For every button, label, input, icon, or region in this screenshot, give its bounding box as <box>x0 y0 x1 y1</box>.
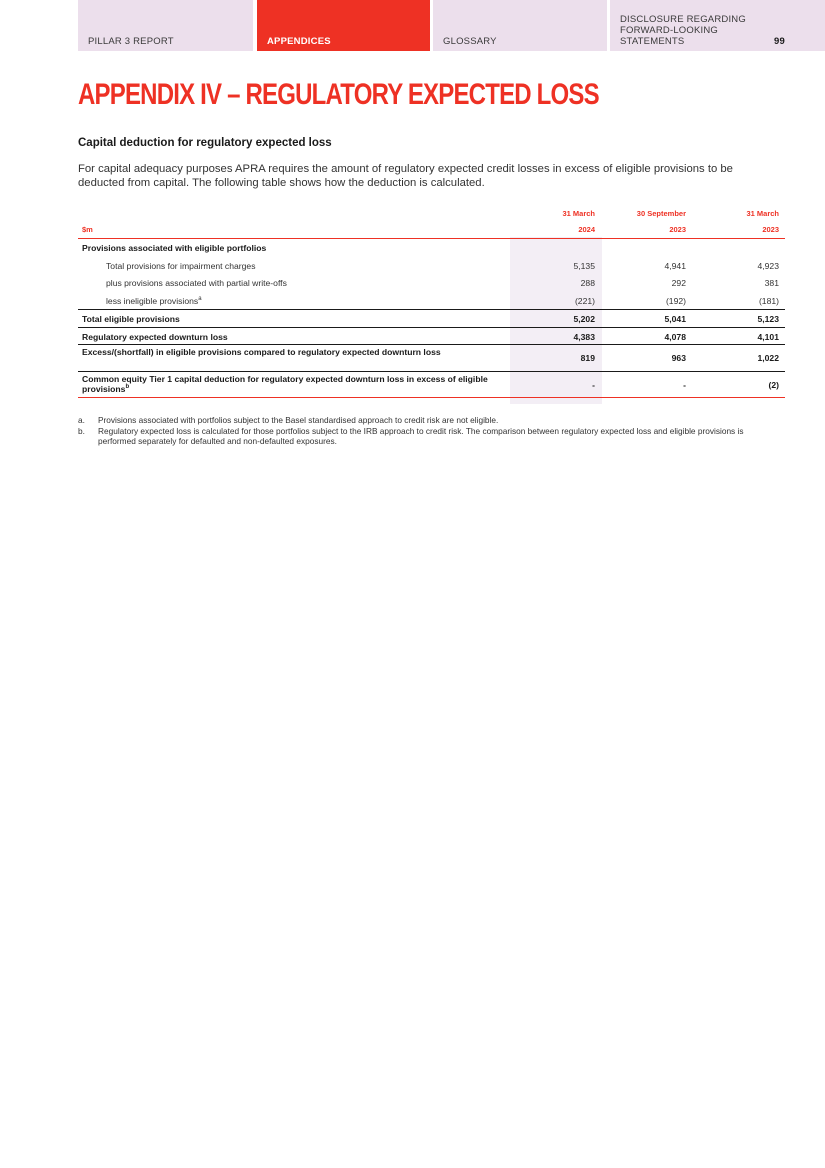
table-row <box>78 257 785 275</box>
row-label: Excess/(shortfall) in eligible provisions compared to regulatory expected downturn loss <box>82 347 441 357</box>
tab-label: DISCLOSURE REGARDING FORWARD-LOOKING STATEMENTS <box>620 14 746 47</box>
tab-glossary[interactable] <box>433 0 607 51</box>
intro-paragraph: For capital adequacy purposes APRA requires the amount of regulatory expected credit losses in excess of eligible provisions to be deducted from capital. The following table shows how the deduction is calculated. <box>78 163 733 189</box>
cell-value: (221) <box>574 295 595 306</box>
cell-value: 4,101 <box>757 331 779 342</box>
row-label <box>82 374 502 394</box>
tab-label: GLOSSARY <box>443 36 497 47</box>
page-title: APPENDIX IV – REGULATORY EXPECTED LOSS <box>78 78 599 111</box>
footnote-marker: a <box>198 295 202 302</box>
row-label: Total eligible provisions <box>82 314 180 324</box>
section-subtitle: Capital deduction for regulatory expected loss <box>78 137 332 149</box>
footnote-marker: b <box>125 384 130 391</box>
row-label <box>106 296 202 306</box>
footnote-text: Regulatory expected loss is calculated for those portfolios subject to the IRB approach to credit risk. The comparison between regulatory expected loss and eligible provisions is performed separately for defaulted and non-defaulted exposures. <box>98 426 744 446</box>
footnote-marker: a. <box>78 415 85 425</box>
table-row <box>78 239 785 257</box>
column-header-1-date: 31 March <box>562 209 595 218</box>
tab-pillar-3-report[interactable] <box>78 0 253 51</box>
cell-value: 4,078 <box>664 331 686 342</box>
tab-label: PILLAR 3 REPORT <box>88 36 174 47</box>
cell-value: 5,123 <box>757 314 779 324</box>
cell-value: (181) <box>758 295 779 306</box>
cell-value: 819 <box>580 353 595 363</box>
tab-forward-looking-statements[interactable] <box>610 0 825 51</box>
column-header-1-year: 2024 <box>578 225 595 234</box>
cell-value: 381 <box>764 278 779 288</box>
table-row <box>78 292 785 310</box>
top-navigation <box>0 0 825 51</box>
footnotes <box>78 415 768 447</box>
table-header <box>78 205 785 239</box>
row-label-text: Common equity Tier 1 capital deduction for regulatory expected downturn loss in excess of eligible provisions <box>82 374 488 394</box>
column-header-2-year: 2023 <box>669 225 686 234</box>
column-header-3-year: 2023 <box>762 225 779 234</box>
cell-value: 4,383 <box>573 331 595 342</box>
row-label: Regulatory expected downturn loss <box>82 331 228 342</box>
table-row <box>78 344 785 371</box>
row-label: Provisions associated with eligible portfolios <box>82 243 267 253</box>
table-row <box>78 327 785 345</box>
unit-label: $m <box>82 225 93 234</box>
table-row <box>78 309 785 327</box>
page-number: 99 <box>774 36 785 47</box>
footnote-marker: b. <box>78 426 85 436</box>
tab-appendices[interactable] <box>257 0 430 51</box>
expected-loss-table <box>78 205 785 398</box>
cell-value: 5,202 <box>573 314 595 324</box>
cell-value: 5,041 <box>664 314 686 324</box>
cell-value: (192) <box>665 295 686 306</box>
row-label-text: less ineligible provisions <box>106 295 199 306</box>
cell-value: (2) <box>768 380 779 390</box>
cell-value: 1,022 <box>757 353 779 363</box>
cell-value: - <box>683 380 686 390</box>
cell-value: 292 <box>671 278 686 288</box>
cell-value: 5,135 <box>573 260 595 271</box>
cell-value: 4,923 <box>757 260 779 271</box>
cell-value: 4,941 <box>664 260 686 271</box>
footnote-text: Provisions associated with portfolios subject to the Basel standardised approach to credit risk are not eligible. <box>98 415 499 425</box>
table-row <box>78 371 785 398</box>
cell-value: 288 <box>580 278 595 288</box>
cell-value: 963 <box>671 353 686 363</box>
cell-value: - <box>592 380 595 390</box>
tab-label: APPENDICES <box>267 36 331 47</box>
footnote <box>78 415 768 425</box>
column-header-2-date: 30 September <box>636 209 686 218</box>
row-label: plus provisions associated with partial write-offs <box>106 278 287 288</box>
row-label: Total provisions for impairment charges <box>106 260 256 271</box>
column-header-3-date: 31 March <box>746 209 779 218</box>
table-row <box>78 274 785 292</box>
footnote <box>78 426 768 446</box>
